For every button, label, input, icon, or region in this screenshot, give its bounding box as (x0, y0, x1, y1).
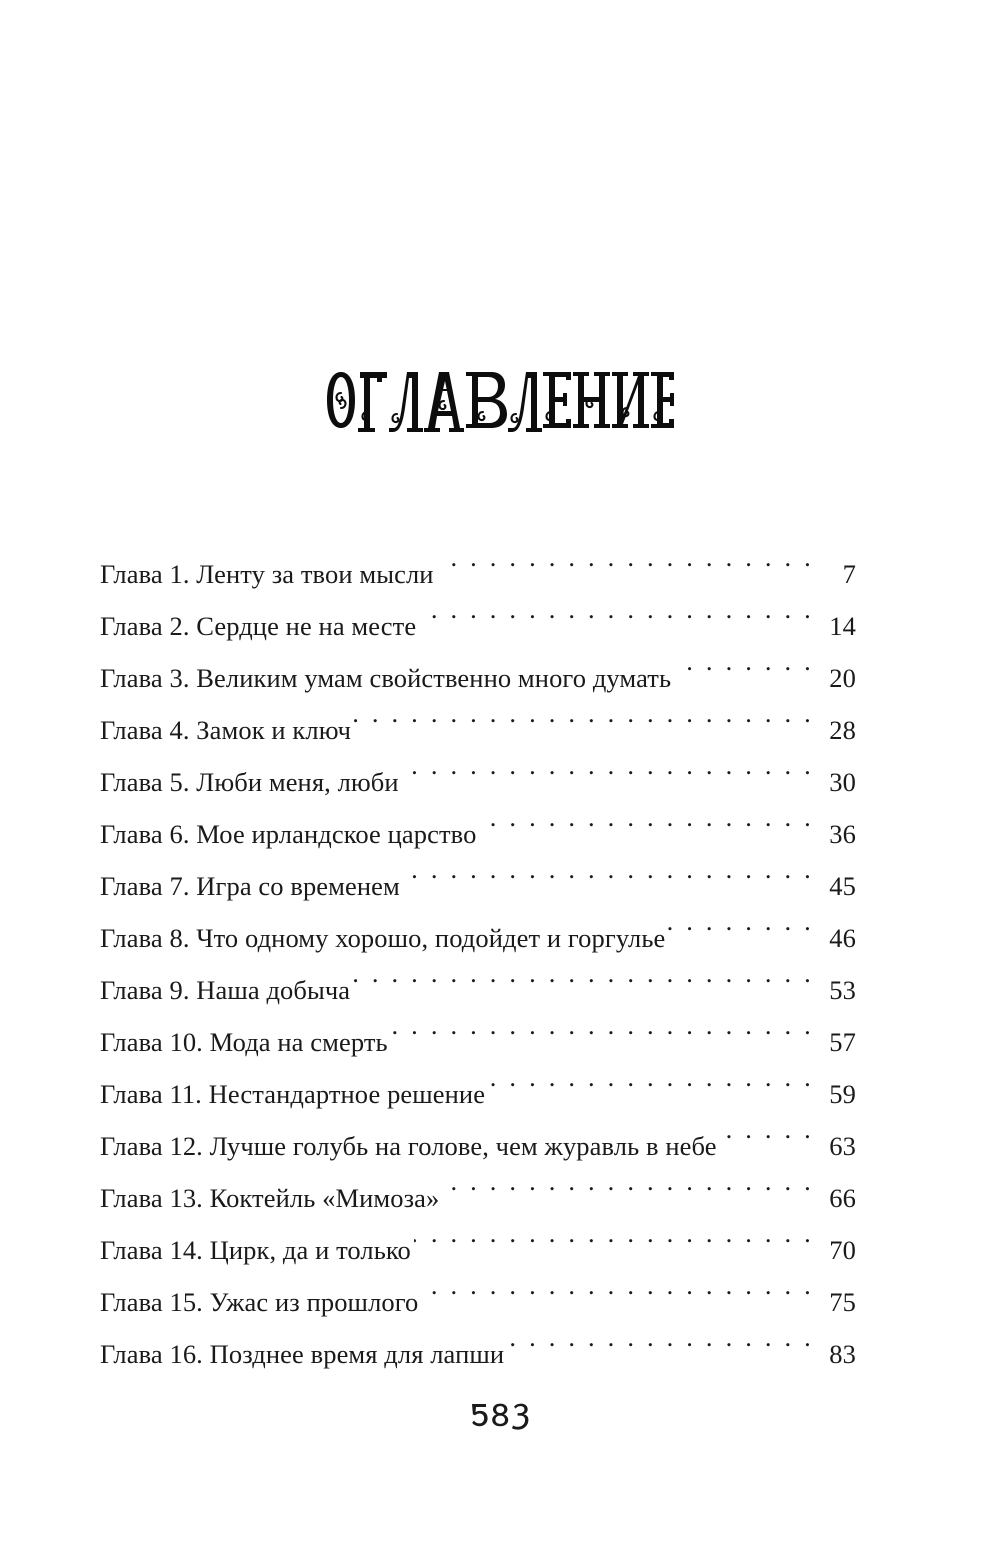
letter-I (612, 372, 649, 428)
toc-entry[interactable] (100, 860, 856, 912)
letter-G (358, 372, 387, 432)
toc-entry[interactable] (100, 912, 856, 964)
toc-entry-page-number: 57 (829, 1027, 856, 1057)
toc-entry-page-number: 20 (829, 663, 856, 693)
ornamental-title-artwork (325, 368, 675, 432)
toc-entry-page-number: 30 (829, 767, 856, 797)
dot-leader (402, 765, 814, 792)
toc-entry[interactable] (100, 1068, 856, 1120)
letter-V (466, 372, 507, 428)
table-of-contents-list (100, 548, 856, 1380)
dot-leader (507, 1337, 814, 1364)
folio-page-number (0, 1396, 1000, 1430)
letter-L (389, 372, 423, 432)
toc-entry[interactable] (100, 1120, 856, 1172)
toc-entry-title: Глава 2. Сердце не на месте (100, 611, 417, 641)
dot-leader (437, 557, 814, 584)
letter-O (327, 372, 355, 428)
toc-entry-title: Глава 12. Лучше голубь на голове, чем журавль в небе (100, 1131, 717, 1161)
page-title (0, 360, 1000, 440)
toc-entry[interactable] (100, 548, 856, 600)
dot-leader (353, 973, 814, 1000)
toc-entry-title: Глава 15. Ужас из прошлого (100, 1287, 419, 1317)
dot-leader (720, 1129, 814, 1156)
folio-glyphs (468, 1396, 532, 1430)
toc-entry-page-number: 59 (829, 1079, 856, 1109)
letter-L-2 (508, 372, 542, 432)
dot-leader (403, 869, 814, 896)
toc-entry-page-number: 53 (829, 975, 856, 1005)
dot-leader (668, 921, 814, 948)
dot-leader (414, 1233, 814, 1260)
toc-entry[interactable] (100, 808, 856, 860)
toc-entry[interactable] (100, 964, 856, 1016)
dot-leader (488, 1077, 814, 1104)
toc-entry-page-number: 70 (829, 1235, 856, 1265)
toc-entry-title: Глава 4. Замок и ключ (100, 715, 352, 745)
toc-entry[interactable] (100, 704, 856, 756)
toc-entry-title: Глава 3. Великим умам свойственно много думать (100, 663, 672, 693)
toc-entry[interactable] (100, 1016, 856, 1068)
toc-entry-title: Глава 9. Наша добыча (100, 975, 351, 1005)
letter-E-2 (651, 372, 674, 428)
dot-leader (354, 713, 814, 740)
toc-entry-title: Глава 16. Позднее время для лапши (100, 1339, 505, 1369)
toc-entry-title: Глава 10. Мода на смерть (100, 1027, 388, 1057)
toc-entry-page-number: 46 (829, 923, 856, 953)
letter-E (543, 372, 571, 428)
dot-leader (421, 1285, 814, 1312)
toc-entry[interactable] (100, 652, 856, 704)
toc-entry-page-number: 7 (842, 559, 856, 589)
toc-entry-title: Глава 1. Ленту за твои мысли (100, 559, 434, 589)
toc-entry-page-number: 36 (829, 819, 856, 849)
toc-entry-title: Глава 14. Цирк, да и только (100, 1235, 411, 1265)
toc-entry-title: Глава 6. Мое ирландское царство (100, 819, 477, 849)
dot-leader (391, 1025, 814, 1052)
toc-entry-page-number: 45 (829, 871, 856, 901)
dot-leader (479, 817, 814, 844)
toc-entry[interactable] (100, 600, 856, 652)
toc-entry-page-number: 14 (829, 611, 856, 641)
toc-entry-page-number: 66 (829, 1183, 856, 1213)
letter-A (424, 372, 464, 432)
toc-entry-title: Глава 13. Коктейль «Мимоза» (100, 1183, 440, 1213)
toc-entry-page-number: 75 (829, 1287, 856, 1317)
toc-entry[interactable] (100, 1172, 856, 1224)
toc-entry[interactable] (100, 756, 856, 808)
letter-N (573, 372, 610, 428)
toc-entry[interactable] (100, 1276, 856, 1328)
toc-entry[interactable] (100, 1328, 856, 1380)
toc-entry-page-number: 28 (829, 715, 856, 745)
toc-entry-title: Глава 7. Игра со временем (100, 871, 400, 901)
dot-leader (442, 1181, 814, 1208)
dot-leader (419, 609, 814, 636)
toc-entry-page-number: 63 (829, 1131, 856, 1161)
toc-entry-page-number: 83 (829, 1339, 856, 1369)
toc-entry-title: Глава 5. Люби меня, люби (100, 767, 399, 797)
toc-entry[interactable] (100, 1224, 856, 1276)
toc-entry-title: Глава 8. Что одному хорошо, подойдет и горгулье (100, 923, 666, 953)
toc-entry-title: Глава 11. Нестандартное решение (100, 1079, 486, 1109)
dot-leader (674, 661, 814, 688)
